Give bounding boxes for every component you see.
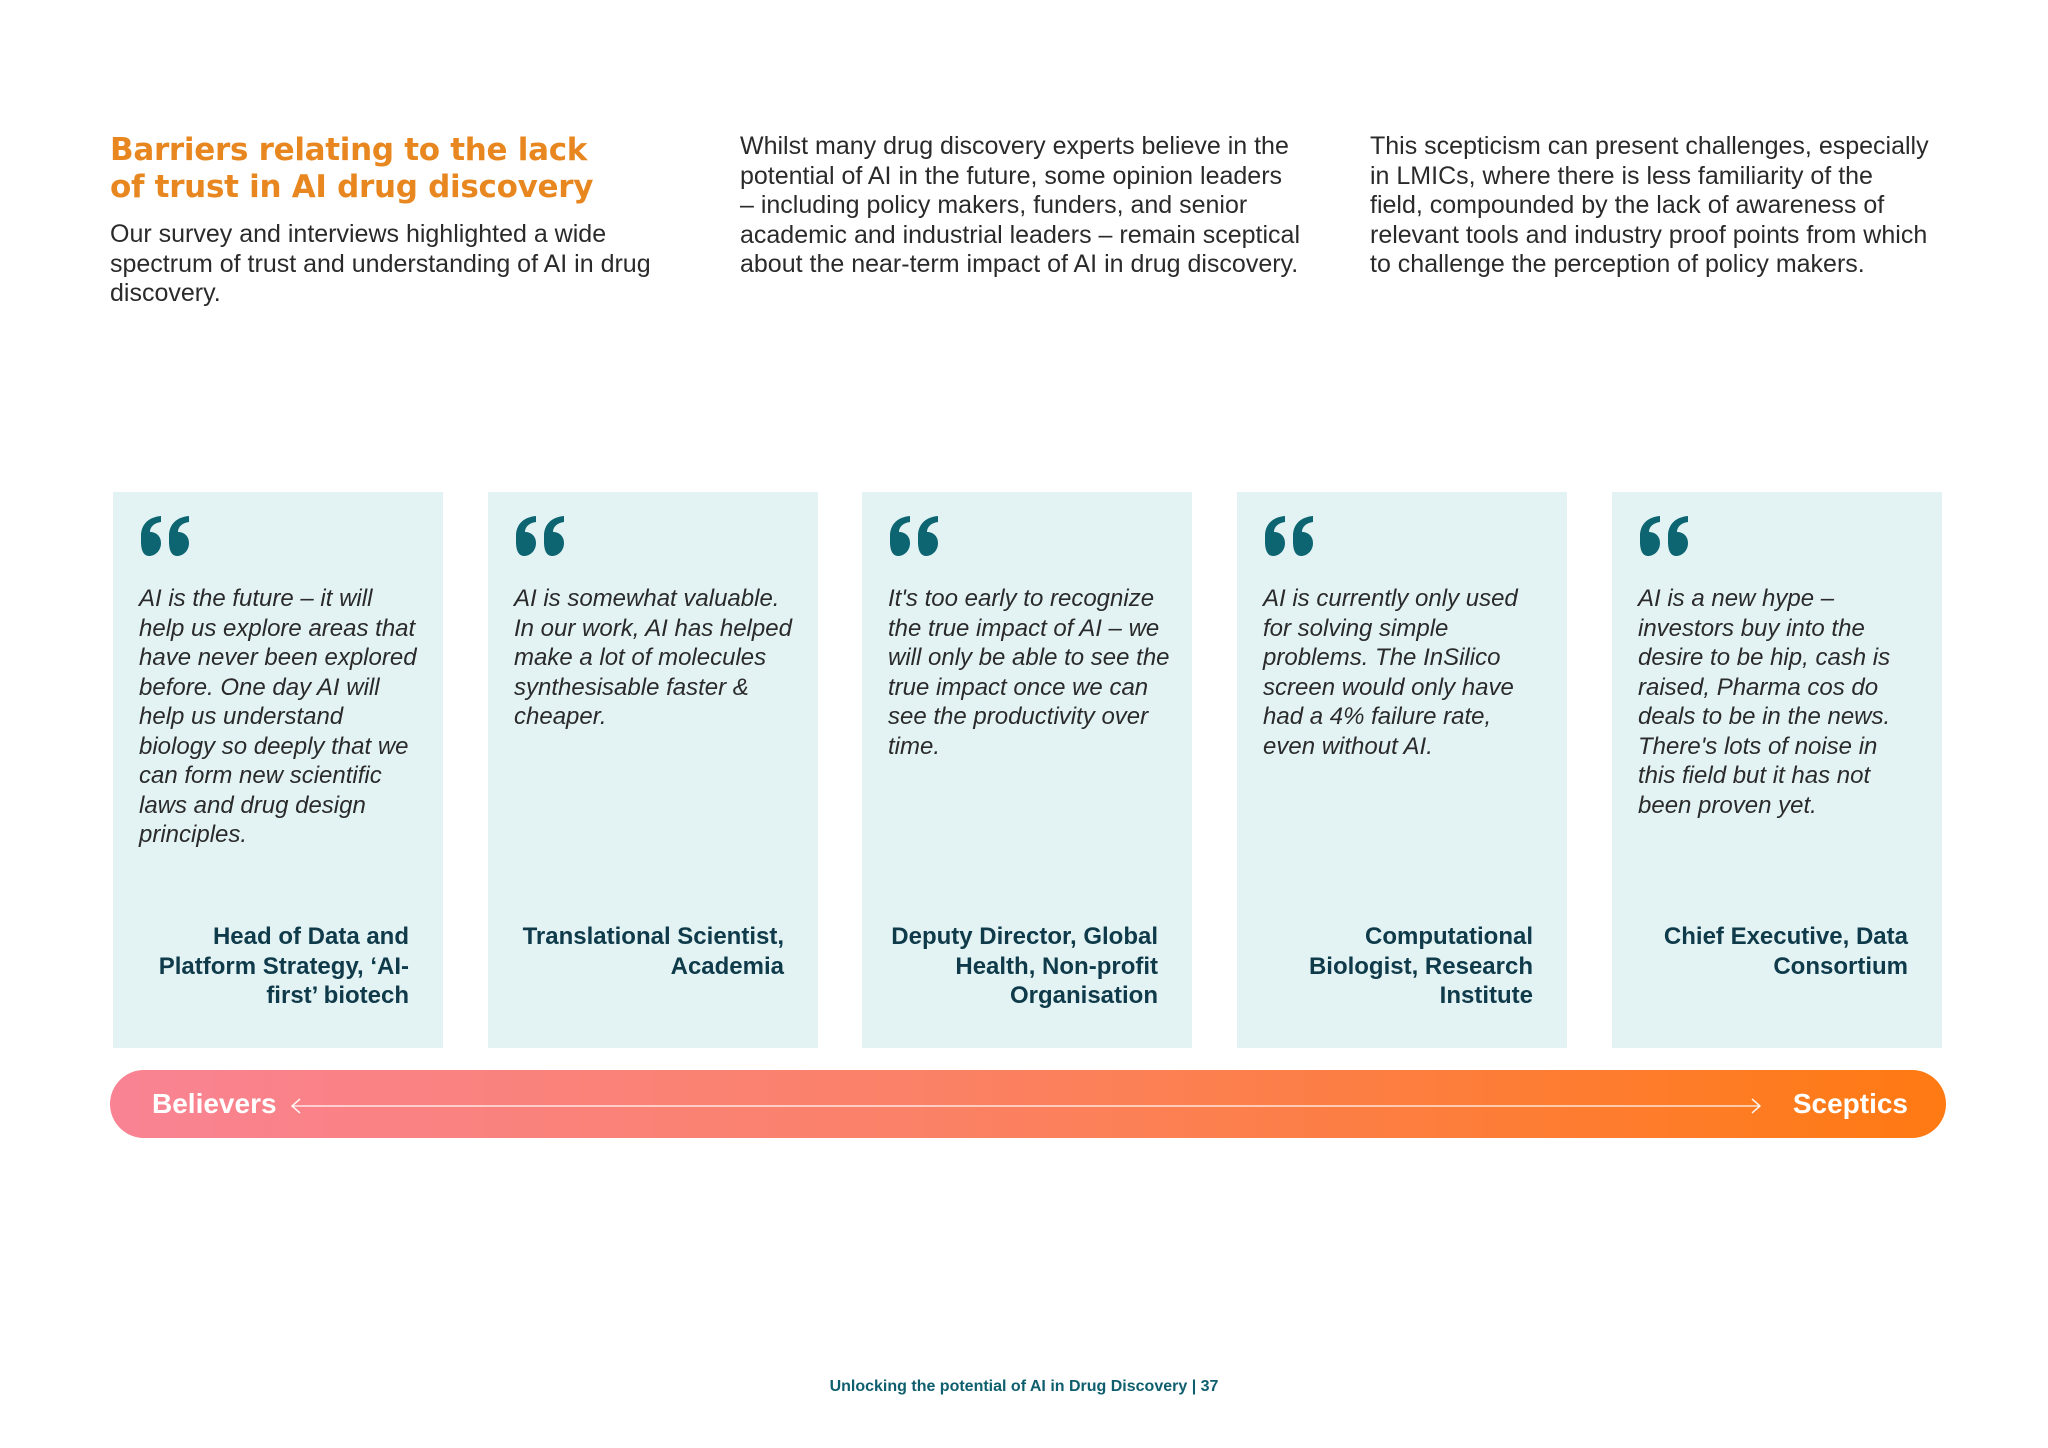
- sceptics-label: Sceptics: [1792, 1088, 1908, 1119]
- quote-card-5: [1612, 492, 1942, 1048]
- quote-text: AI is currently only used for solving simple problems. The InSilico screen would only have had a 4% failure rate, even without AI.: [1263, 585, 1518, 760]
- double-quote-icon: [1261, 514, 1317, 558]
- double-quote-icon: [512, 514, 568, 558]
- quote-card-1: [113, 492, 443, 1048]
- quote-text: It's too early to recognize the true impact of AI – we will only be able to see the true impact once we can see the productivity over time.: [888, 585, 1170, 760]
- quote-card-4: [1237, 492, 1567, 1048]
- intro-paragraph-2: Whilst many drug discovery experts believe in the potential of AI in the future, some opinion leaders – including policy makers, funders, and senior academic and industrial leaders – remain sceptical about the near-term impact of AI in drug discovery.: [740, 132, 1301, 278]
- quote-card-3: [862, 492, 1192, 1048]
- intro-column-1: [110, 132, 670, 309]
- section-heading: Barriers relating to the lack of trust in AI drug discovery: [110, 132, 594, 205]
- double-quote-icon: [1636, 514, 1692, 558]
- quote-text: AI is a new hype – investors buy into the desire to be hip, cash is raised, Pharma cos do deals to be in the news. There's lots of noise in this field but it has not been proven yet.: [1638, 585, 1891, 819]
- double-quote-icon: [137, 514, 193, 558]
- intro-column-2: [740, 132, 1300, 280]
- quote-attribution: Head of Data and Platform Strategy, ‘AI-first’ biotech: [158, 923, 409, 1009]
- spectrum-arrow-line: [288, 1098, 1764, 1114]
- quote-card-2: [488, 492, 818, 1048]
- intro-paragraph-1: Our survey and interviews highlighted a wide spectrum of trust and understanding of AI in drug discovery.: [110, 220, 651, 307]
- intro-paragraph-3: This scepticism can present challenges, especially in LMICs, where there is less familiarity of the field, compounded by the lack of awareness of relevant tools and industry proof points from which to challenge the perception of policy makers.: [1370, 132, 1929, 278]
- quote-attribution: Chief Executive, Data Consortium: [1663, 923, 1908, 980]
- believers-label: Believers: [152, 1088, 277, 1119]
- page-footer: Unlocking the potential of AI in Drug Discovery | 37: [829, 1378, 1219, 1395]
- double-quote-icon: [886, 514, 942, 558]
- quote-text: AI is the future – it will help us explore areas that have never been explored before. One day AI will help us understand biology so deeply that we can form new scientific laws and drug design principles.: [139, 585, 417, 848]
- quote-attribution: Deputy Director, Global Health, Non-profit Organisation: [891, 923, 1158, 1009]
- intro-column-3: [1370, 132, 1930, 280]
- quote-attribution: Translational Scientist, Academia: [522, 923, 784, 980]
- quote-text: AI is somewhat valuable. In our work, AI has helped make a lot of molecules synthesisable faster & cheaper.: [514, 585, 792, 730]
- believers-sceptics-spectrum: [110, 1070, 1946, 1138]
- quote-attribution: Computational Biologist, Research Institute: [1308, 923, 1533, 1009]
